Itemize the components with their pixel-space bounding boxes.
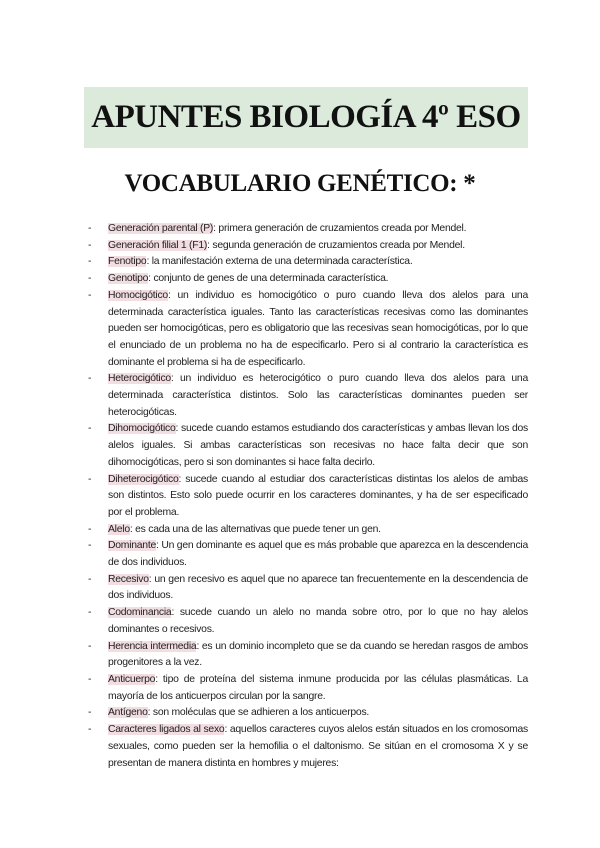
vocabulary-term: Anticuerpo: [108, 673, 156, 685]
vocabulary-definition: : primera generación de cruzamientos creada por Mendel.: [213, 223, 467, 234]
list-item: [88, 538, 528, 571]
bullet-dash: -: [88, 523, 92, 535]
vocabulary-term: Generación parental (P): [108, 223, 214, 234]
bullet-dash: -: [88, 373, 92, 385]
bullet-dash: -: [88, 724, 92, 736]
bullet-dash: -: [88, 607, 92, 619]
vocabulary-definition: : la manifestación externa de una determinada característica.: [146, 256, 413, 268]
list-item: [88, 672, 528, 705]
vocabulary-definition: : un individuo es homocigótico o puro cuando lleva dos alelos para una determinada característica iguales. Tanto las características recesivas como las dominantes pueden ser homocigóticas, pero es obligatorio que las recesivas sean homocigóticas, por lo que el enunciado de un problema no ha de especificarlo. Pero si al contrario la característica es dominante el problema si ha de especificarlo.: [108, 289, 528, 368]
vocabulary-term: Heterocigótico: [108, 373, 171, 385]
list-item: [88, 371, 528, 421]
vocabulary-term: Caracteres ligados al sexo: [108, 724, 225, 736]
vocabulary-definition: : sucede cuando un alelo no manda sobre otro, por lo que no hay alelos dominantes o recesivos.: [108, 607, 528, 635]
vocabulary-definition: : es cada una de las alternativas que puede tener un gen.: [129, 523, 381, 535]
bullet-dash: -: [88, 473, 92, 485]
section-heading: VOCABULARIO GENÉTICO: *: [124, 170, 476, 197]
bullet-dash: -: [88, 573, 92, 585]
bullet-dash: -: [88, 223, 92, 234]
vocabulary-term: Dominante: [108, 540, 156, 552]
list-item: [88, 421, 528, 471]
vocabulary-definition: : son moléculas que se adhieren a los anticuerpos.: [147, 707, 370, 719]
list-item: [88, 254, 528, 271]
vocabulary-definition: : segunda generación de cruzamientos creada por Mendel.: [207, 239, 465, 251]
list-item: [88, 605, 528, 638]
title-band: [84, 87, 528, 148]
vocabulary-term: Recesivo: [108, 573, 149, 585]
list-item: [88, 705, 528, 722]
vocabulary-definition: : tipo de proteína del sistema inmune producida por las células plasmáticas. La mayoría de los anticuerpos circulan por la sangre.: [108, 673, 528, 702]
list-item: [88, 221, 528, 238]
list-item: [88, 271, 528, 288]
vocabulary-definition: : sucede cuando estamos estudiando dos características y ambas llevan los dos alelos iguales. Si ambas características son recesivas no hace falta decir que son dihomocigóticas, pero si son dominantes si hace falta decirlo.: [108, 423, 528, 468]
vocabulary-definition: : Un gen dominante es aquel que es más probable que aparezca en la descendencia de dos individuos.: [108, 540, 528, 569]
vocabulary-term: Alelo: [108, 523, 130, 535]
vocabulary-definition: : conjunto de genes de una determinada característica.: [148, 273, 389, 285]
bullet-dash: -: [88, 640, 92, 652]
vocabulary-term: Herencia intermedia: [108, 640, 197, 652]
vocabulary-definition: : un individuo es heterocigótico o puro cuando lleva dos alelos para una determinada característica distintos. Solo las características dominantes pueden ser heterocigóticas.: [108, 373, 528, 418]
vocabulary-definition: : es un dominio incompleto que se da cuando se heredan rasgos de ambos progenitores a la vez.: [108, 640, 528, 669]
list-item: [88, 522, 528, 539]
list-item: [88, 722, 528, 772]
bullet-dash: -: [88, 423, 92, 435]
vocabulary-term: Dihomocigótico: [108, 423, 176, 435]
list-item: [88, 572, 528, 605]
vocabulary-definition: : aquellos caracteres cuyos alelos están situados en los cromosomas sexuales, como pueden ser la hemofilia o el daltonismo. Se sitúan en el cromosoma X y se presentan de manera distinta en hombres y mujeres:: [108, 724, 528, 769]
bullet-dash: -: [88, 540, 92, 552]
bullet-dash: -: [88, 239, 92, 251]
vocabulary-list: [88, 221, 528, 772]
bullet-dash: -: [88, 289, 92, 301]
bullet-dash: -: [88, 256, 92, 268]
vocabulary-term: Generación filial 1 (F1): [108, 239, 208, 251]
list-item: [88, 238, 528, 255]
vocabulary-term: Antígeno: [108, 707, 148, 719]
vocabulary-term: Codominancia: [108, 607, 172, 619]
bullet-dash: -: [88, 673, 92, 685]
vocabulary-term: Homocigótico: [108, 289, 168, 301]
page-title: APUNTES BIOLOGÍA 4º ESO: [91, 99, 521, 135]
vocabulary-term: Genotipo: [108, 273, 149, 285]
list-item: [88, 288, 528, 372]
bullet-dash: -: [88, 707, 92, 719]
list-item: [88, 639, 528, 672]
vocabulary-definition: : sucede cuando al estudiar dos características distintas los alelos de ambas son distintos. Esto solo puede ocurrir en los caracteres dominantes, y ha de ser especificado por el problema.: [108, 473, 528, 518]
vocabulary-term: Fenotipo: [108, 256, 147, 268]
bullet-dash: -: [88, 273, 92, 285]
vocabulary-term: Diheterocigótico: [108, 473, 179, 485]
list-item: [88, 472, 528, 522]
vocabulary-definition: : un gen recesivo es aquel que no aparece tan frecuentemente en la descendencia de dos individuos.: [108, 573, 528, 602]
